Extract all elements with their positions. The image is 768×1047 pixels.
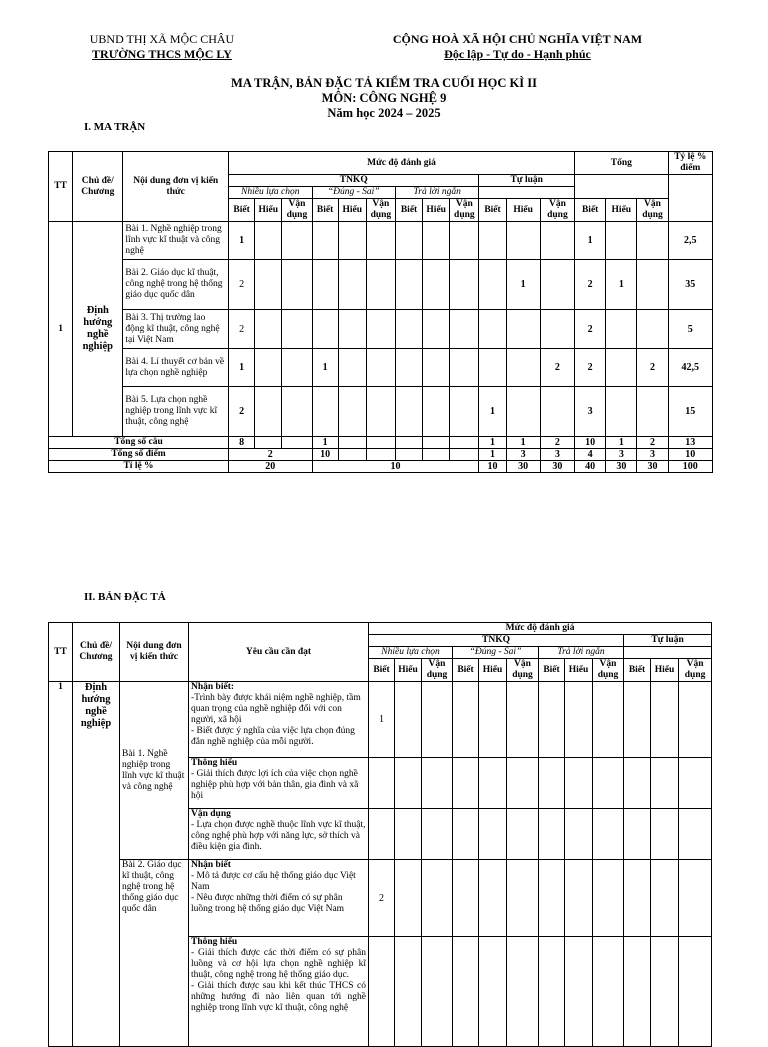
h-biet: Biết [575, 199, 606, 222]
cell [395, 937, 422, 1047]
cell: 1 [312, 437, 338, 449]
h-hieu: Hiểu [565, 659, 593, 682]
cell [422, 682, 453, 758]
cell-ratio: 42,5 [668, 349, 712, 387]
cell [637, 222, 668, 260]
cell [450, 437, 479, 449]
cell [540, 387, 574, 437]
cell [624, 937, 651, 1047]
lesson-name: Bài 2. Giáo dục kĩ thuật, công nghệ trong hệ thống giáo dục quốc dân [123, 260, 229, 310]
cell [624, 860, 651, 937]
cell-ratio: 2,5 [668, 222, 712, 260]
h-vandung: Vận dụng [507, 659, 539, 682]
req-item: - Nêu được những thời điểm có sự phân luồng trong hệ thống giáo dục Việt Nam [191, 893, 345, 914]
cell [479, 222, 506, 260]
row-tt: 1 [49, 222, 73, 437]
cell [255, 437, 282, 449]
h-vandung: Vận dụng [637, 199, 668, 222]
cell: 2 [540, 437, 574, 449]
cell [395, 349, 422, 387]
cell: 2 [540, 349, 574, 387]
cell [539, 860, 565, 937]
cell [606, 387, 637, 437]
lesson-name: Bài 3. Thị trường lao động kĩ thuật, công nghệ tại Việt Nam [123, 310, 229, 349]
cell [423, 310, 450, 349]
h-biet: Biết [395, 199, 422, 222]
cell: 1 [312, 349, 338, 387]
cell [540, 260, 574, 310]
h-tuluan: Tự luận [479, 175, 575, 187]
sum-points-row [49, 449, 713, 461]
h-tl-blank [624, 647, 712, 659]
cell [679, 937, 712, 1047]
cell-ratio: 15 [668, 387, 712, 437]
cell [422, 809, 453, 860]
h-req: Yêu cầu cần đạt [189, 623, 369, 682]
cell [479, 758, 507, 809]
h-ds: “Đúng - Sai” [312, 187, 395, 199]
cell: 2 [229, 310, 255, 349]
requirement-cell [189, 682, 369, 758]
cell: 1 [606, 437, 637, 449]
cell [624, 809, 651, 860]
req-title: Nhận biết: [191, 682, 235, 692]
school-name [72, 46, 252, 62]
sum-questions-row [49, 437, 713, 449]
cell: 30 [506, 461, 540, 473]
h-hieu: Hiểu [395, 659, 422, 682]
cell [539, 809, 565, 860]
cell [282, 437, 312, 449]
doc-subject: MÔN: CÔNG NGHỆ 9 [321, 91, 447, 105]
cell [479, 349, 506, 387]
h-hieu: Hiểu [506, 199, 540, 222]
cell [282, 260, 312, 310]
cell [255, 260, 282, 310]
cell [395, 449, 422, 461]
cell [539, 682, 565, 758]
cell [282, 310, 312, 349]
req-item: -Trình bày được khái niệm nghề nghiệp, tầm quan trọng của nghề nghiệp đối với con người, xã hội [191, 693, 361, 725]
cell [593, 809, 624, 860]
cell-ratio: 35 [668, 260, 712, 310]
cell [506, 387, 540, 437]
req-title: Thông hiểu [191, 937, 238, 947]
cell [312, 222, 338, 260]
cell: 1 [229, 222, 255, 260]
cell [450, 387, 479, 437]
cell [479, 809, 507, 860]
requirement-cell [189, 758, 369, 809]
h-short: Trả lời ngắn [395, 187, 478, 199]
cell [565, 682, 593, 758]
h-hieu: Hiểu [338, 199, 366, 222]
national-motto-text: Độc lập - Tự do - Hạnh phúc [444, 47, 591, 61]
h-ratio-blank [668, 175, 712, 222]
cell [338, 349, 366, 387]
h-ratio: Tỷ lệ % điểm [668, 152, 712, 175]
cell [423, 437, 450, 449]
cell [395, 260, 422, 310]
cell [637, 310, 668, 349]
cell: 1 [479, 437, 506, 449]
req-item: - Biết được ý nghĩa của việc lựa chọn đúng đắn nghề nghiệp của mỗi người. [191, 726, 355, 747]
requirement-cell [189, 809, 369, 860]
cell [395, 222, 422, 260]
cell [422, 758, 453, 809]
row-tt: 1 [49, 682, 73, 1047]
cell [395, 387, 422, 437]
cell [539, 937, 565, 1047]
table-row [49, 310, 713, 349]
cell [395, 758, 422, 809]
req-item: - Giải thích được lợi ích của việc chọn nghề nghiệp phù hợp với bản thân, gia đình và xã hội [191, 769, 359, 801]
lesson-name: Bài 2. Giáo dục kĩ thuật, công nghệ trong hệ thống giáo dục quốc dân [120, 860, 189, 1047]
cell [255, 387, 282, 437]
cell: 1 [369, 682, 395, 758]
cell [312, 260, 338, 310]
cell [606, 349, 637, 387]
h-topic: Chủ đề/ Chương [73, 623, 120, 682]
cell [539, 758, 565, 809]
cell [366, 310, 395, 349]
cell [679, 809, 712, 860]
cell: 2 [229, 260, 255, 310]
cell-ratio: 5 [668, 310, 712, 349]
h-vandung: Vận dụng [540, 199, 574, 222]
h-mc: Nhiều lựa chọn [229, 187, 312, 199]
cell [423, 222, 450, 260]
cell [395, 860, 422, 937]
cell [423, 387, 450, 437]
h-biet: Biết [312, 199, 338, 222]
table-row [49, 260, 713, 310]
spec-table [48, 622, 712, 1047]
cell [366, 387, 395, 437]
school-name-text: TRƯỜNG THCS MỘC LY [92, 47, 232, 61]
cell: 10 [312, 461, 479, 473]
cell [651, 860, 679, 937]
cell [593, 758, 624, 809]
cell [507, 937, 539, 1047]
cell [593, 937, 624, 1047]
h-hieu: Hiểu [606, 199, 637, 222]
cell [507, 758, 539, 809]
h-total: Tổng [575, 152, 669, 175]
cell [366, 449, 395, 461]
cell: 2 [637, 437, 668, 449]
cell: 1 [506, 437, 540, 449]
cell [651, 937, 679, 1047]
cell [565, 937, 593, 1047]
lesson-name: Bài 1. Nghề nghiệp trong lĩnh vực kĩ thuật và công nghệ [120, 682, 189, 860]
cell [506, 310, 540, 349]
cell [282, 387, 312, 437]
doc-year: Năm học 2024 – 2025 [327, 106, 441, 120]
cell [369, 937, 395, 1047]
h-tnkq: TNKQ [369, 635, 624, 647]
h-vandung: Vận dụng [679, 659, 712, 682]
section1-heading: I. MA TRẬN [84, 121, 146, 133]
h-vandung: Vận dụng [450, 199, 479, 222]
cell [338, 437, 366, 449]
req-item: - Lựa chọn được nghề thuộc lĩnh vực kĩ thuật, công nghệ phù hợp với năng lực, sở thích và điều kiện gia đình. [191, 820, 366, 852]
cell [507, 809, 539, 860]
h-tt: TT [49, 623, 73, 682]
cell [338, 387, 366, 437]
req-item: - Giải thích được sau khi kết thúc THCS có những hướng đi nào liên quan tới nghề nghiệp trong lĩnh vực kĩ thuật, công nghệ [191, 981, 366, 1013]
cell [637, 260, 668, 310]
h-vandung: Vận dụng [366, 199, 395, 222]
cell [679, 758, 712, 809]
h-content: Nội dung đơn vị kiến thức [123, 152, 229, 222]
cell: 20 [229, 461, 312, 473]
cell [423, 449, 450, 461]
sum-label: Tổng số câu [49, 437, 229, 449]
matrix-table [48, 151, 713, 473]
cell: 40 [575, 461, 606, 473]
h-level: Mức độ đánh giá [369, 623, 712, 635]
cell [395, 310, 422, 349]
cell [479, 937, 507, 1047]
cell: 10 [575, 437, 606, 449]
h-biet: Biết [369, 659, 395, 682]
cell [395, 809, 422, 860]
table-row [49, 860, 712, 937]
cell [624, 758, 651, 809]
cell-ratio: 10 [668, 449, 712, 461]
h-hieu: Hiểu [255, 199, 282, 222]
doc-title: MA TRẬN, BẢN ĐẶC TẢ KIỂM TRA CUỐI HỌC KÌ II [231, 76, 537, 90]
percent-row [49, 461, 713, 473]
cell [479, 260, 506, 310]
cell: 2 [575, 260, 606, 310]
cell [338, 310, 366, 349]
table-row [49, 349, 713, 387]
cell: 10 [312, 449, 338, 461]
cell [565, 758, 593, 809]
cell [450, 222, 479, 260]
cell: 1 [229, 349, 255, 387]
lesson-name: Bài 4. Lí thuyết cơ bản về lựa chọn nghề nghiệp [123, 349, 229, 387]
cell: 3 [606, 449, 637, 461]
cell [651, 682, 679, 758]
national-title: CỘNG HOÀ XÃ HỘI CHỦ NGHĨA VIỆT NAM [392, 32, 643, 46]
h-level: Mức độ đánh giá [229, 152, 575, 175]
cell [282, 349, 312, 387]
cell [255, 310, 282, 349]
cell [507, 860, 539, 937]
cell [312, 310, 338, 349]
section2-heading: II. BẢN ĐẶC TẢ [84, 591, 166, 603]
row-topic: Định hướng nghề nghiệp [73, 682, 120, 1047]
cell [507, 682, 539, 758]
cell [423, 349, 450, 387]
cell [450, 310, 479, 349]
row-topic: Định hướng nghề nghiệp [73, 222, 123, 437]
cell: 1 [479, 387, 506, 437]
cell-ratio: 100 [668, 461, 712, 473]
h-tl-blank [479, 187, 575, 199]
cell [637, 387, 668, 437]
cell [369, 758, 395, 809]
cell [593, 682, 624, 758]
cell: 2 [575, 349, 606, 387]
cell [453, 682, 479, 758]
h-biet: Biết [539, 659, 565, 682]
cell: 3 [637, 449, 668, 461]
req-title: Nhận biết [191, 860, 231, 870]
req-item: - Giải thích được các thời điểm có sự phân luồng và cơ hội lựa chọn nghề nghiệp kĩ thuật, công nghệ trong hệ thống giáo dục. [191, 948, 366, 980]
cell [422, 937, 453, 1047]
cell [450, 449, 479, 461]
cell: 2 [369, 860, 395, 937]
h-vandung: Vận dụng [282, 199, 312, 222]
h-tt: TT [49, 152, 73, 222]
cell [338, 222, 366, 260]
cell [282, 222, 312, 260]
cell: 2 [229, 449, 312, 461]
h-total-blank [575, 175, 669, 199]
cell: 30 [606, 461, 637, 473]
cell: 3 [540, 449, 574, 461]
cell [453, 758, 479, 809]
cell [479, 860, 507, 937]
cell [338, 260, 366, 310]
cell [679, 682, 712, 758]
cell [453, 809, 479, 860]
h-topic: Chủ đề/ Chương [73, 152, 123, 222]
cell [395, 682, 422, 758]
h-hieu: Hiểu [651, 659, 679, 682]
h-biet: Biết [453, 659, 479, 682]
cell [369, 809, 395, 860]
cell [338, 449, 366, 461]
cell [255, 349, 282, 387]
cell [606, 222, 637, 260]
h-content: Nội dung đơn vị kiến thức [120, 623, 189, 682]
h-vandung: Vận dụng [593, 659, 624, 682]
cell [540, 222, 574, 260]
requirement-cell [189, 860, 369, 937]
cell [312, 387, 338, 437]
h-biet: Biết [479, 199, 506, 222]
cell: 3 [506, 449, 540, 461]
table-row [49, 222, 713, 260]
h-tnkq: TNKQ [229, 175, 479, 187]
cell [651, 809, 679, 860]
cell: 3 [575, 387, 606, 437]
cell: 1 [506, 260, 540, 310]
req-title: Vận dụng [191, 809, 231, 819]
h-hieu: Hiểu [479, 659, 507, 682]
cell [395, 437, 422, 449]
cell [479, 682, 507, 758]
lesson-name: Bài 1. Nghề nghiệp trong lĩnh vực kĩ thuật và công nghệ [123, 222, 229, 260]
cell [651, 758, 679, 809]
cell [565, 809, 593, 860]
cell [366, 437, 395, 449]
cell: 8 [229, 437, 255, 449]
cell [479, 310, 506, 349]
cell: 30 [637, 461, 668, 473]
cell [679, 860, 712, 937]
cell [255, 222, 282, 260]
cell [423, 260, 450, 310]
h-vandung: Vận dụng [422, 659, 453, 682]
cell [453, 937, 479, 1047]
cell [624, 682, 651, 758]
cell [366, 222, 395, 260]
cell: 4 [575, 449, 606, 461]
lesson-name: Bài 5. Lựa chọn nghề nghiệp trong lĩnh vực kĩ thuật, công nghệ [123, 387, 229, 437]
requirement-cell [189, 937, 369, 1047]
h-biet: Biết [229, 199, 255, 222]
cell: 30 [540, 461, 574, 473]
cell [450, 349, 479, 387]
cell [506, 349, 540, 387]
h-tuluan: Tự luận [624, 635, 712, 647]
req-item: - Mô tả được cơ cấu hệ thống giáo dục Việt Nam [191, 871, 356, 892]
cell: 2 [229, 387, 255, 437]
cell: 10 [479, 461, 506, 473]
cell [366, 349, 395, 387]
national-motto [360, 46, 675, 62]
cell [540, 310, 574, 349]
cell: 2 [637, 349, 668, 387]
h-biet: Biết [624, 659, 651, 682]
cell [450, 260, 479, 310]
cell: 1 [606, 260, 637, 310]
cell: 2 [575, 310, 606, 349]
cell [506, 222, 540, 260]
h-short: Trả lời ngắn [539, 647, 624, 659]
sum-label: Tổng số điểm [49, 449, 229, 461]
cell [366, 260, 395, 310]
cell-ratio: 13 [668, 437, 712, 449]
req-title: Thông hiểu [191, 758, 238, 768]
cell: 1 [575, 222, 606, 260]
authority-name: UBND THỊ XÃ MỘC CHÂU [89, 32, 235, 46]
cell [606, 310, 637, 349]
cell [593, 860, 624, 937]
cell [453, 860, 479, 937]
table-row [49, 682, 712, 758]
cell: 1 [479, 449, 506, 461]
cell [422, 860, 453, 937]
cell [565, 860, 593, 937]
h-ds: “Đúng - Sai” [453, 647, 539, 659]
h-hieu: Hiểu [423, 199, 450, 222]
sum-label: Tỉ lệ % [49, 461, 229, 473]
table-row [49, 387, 713, 437]
h-mc: Nhiều lựa chọn [369, 647, 453, 659]
